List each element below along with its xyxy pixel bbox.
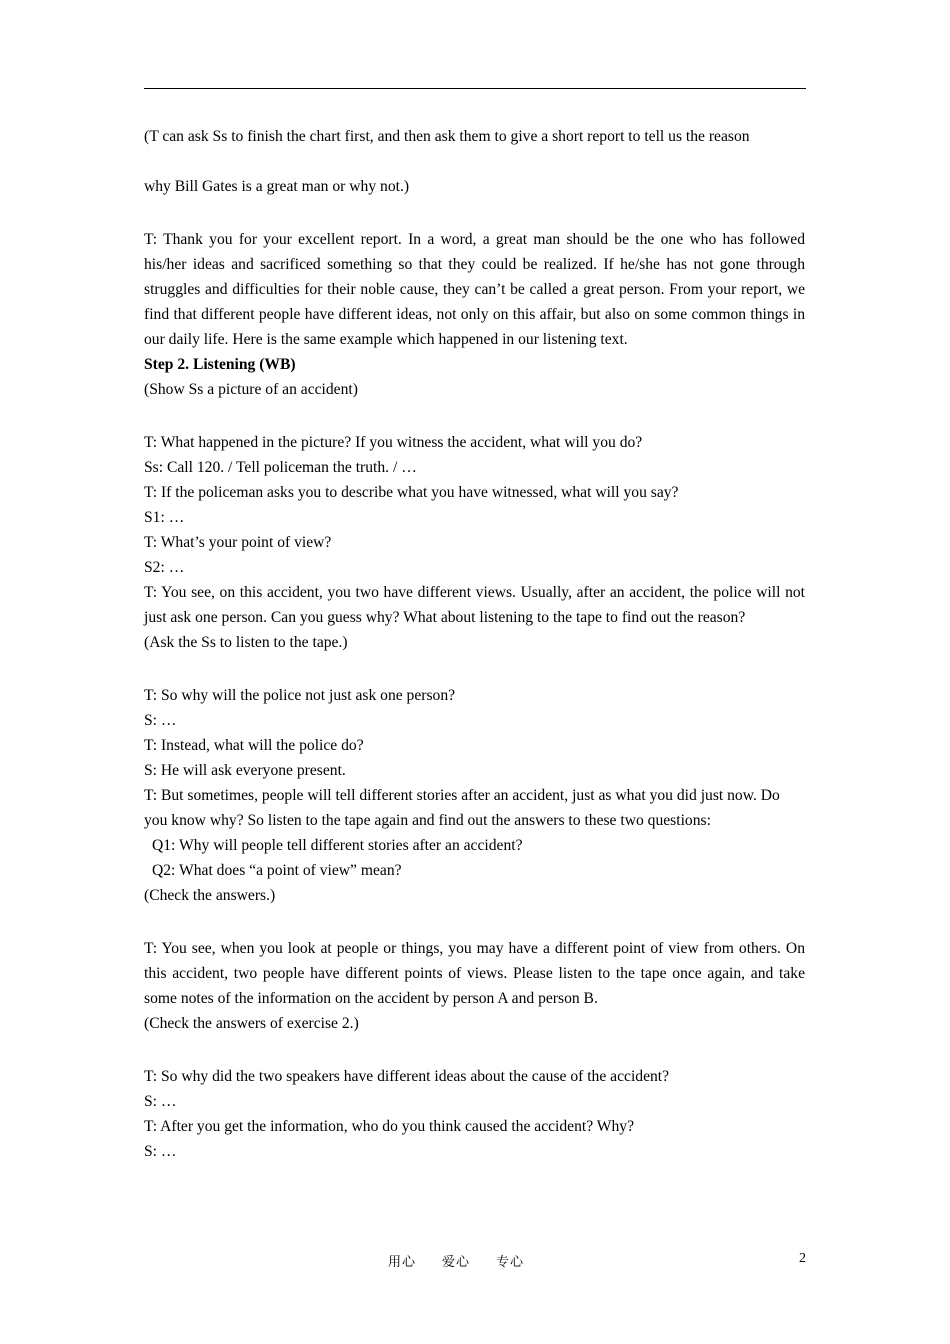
dialogue-line: S: He will ask everyone present.: [144, 762, 346, 779]
dialogue-line: T: After you get the information, who do you think caused the accident? Why?: [144, 1118, 634, 1135]
dialogue-line: T: So why will the police not just ask one person?: [144, 687, 456, 704]
step2-heading: Step 2. Listening (WB): [144, 356, 296, 373]
header-rule: [144, 88, 806, 89]
dialogue-line: T: What’s your point of view?: [144, 534, 332, 551]
check-exercise-note: (Check the answers of exercise 2.): [144, 1015, 359, 1032]
dialogue-line: T: You see, on this accident, you two have different views. Usually, after an accident, the police will not just ask one person. Can you guess why? What about listening to the tape to find out the reason?: [144, 584, 805, 626]
intro-line-1: (T can ask Ss to finish the chart first, and then ask them to give a short report to tell us the reason: [144, 128, 750, 145]
question-line: Q1: Why will people tell different stories after an accident?: [152, 837, 523, 854]
dialogue-line: T: So why did the two speakers have different ideas about the cause of the accident?: [144, 1068, 670, 1085]
dialogue-line: S: …: [144, 1093, 177, 1110]
motto-word: 爱心: [442, 1255, 471, 1270]
dialogue-line: S: …: [144, 1143, 177, 1160]
check-answers-note: (Check the answers.): [144, 887, 276, 904]
dialogue-line: S1: …: [144, 509, 185, 526]
intro-line-2: why Bill Gates is a great man or why not.): [144, 178, 410, 195]
step2-note: (Show Ss a picture of an accident): [144, 381, 358, 398]
dialogue-line: S2: …: [144, 559, 185, 576]
teacher-summary-paragraph: T: Thank you for your excellent report. In a word, a great man should be the one who has followed his/her ideas and sacrificed something so that they could be realized. If he/she has not gone through struggles and difficulties for their noble cause, they can’t be called a great person. From your report, we find that different people have different ideas, not only on this affair, but also on some common things in our daily life. Here is the same example which happened in our listening text.: [144, 231, 805, 348]
dialogue-line: (Ask the Ss to listen to the tape.): [144, 634, 348, 651]
dialogue-line: T: If the policeman asks you to describe what you have witnessed, what will you say?: [144, 484, 679, 501]
document-body: [144, 124, 805, 1164]
dialogue-line: T: Instead, what will the police do?: [144, 737, 364, 754]
motto-word: 用心: [388, 1255, 417, 1270]
dialogue-line: Ss: Call 120. / Tell policeman the truth. / …: [144, 459, 417, 476]
footer-motto: [388, 1251, 550, 1270]
dialogue-line: T: What happened in the picture? If you witness the accident, what will you do?: [144, 434, 643, 451]
question-line: Q2: What does “a point of view” mean?: [152, 862, 402, 879]
dialogue-line: S: …: [144, 712, 177, 729]
dialogue-line: T: But sometimes, people will tell different stories after an accident, just as what you did just now. Do you know why? So listen to the tape again and find out the answers to these two questions:: [144, 787, 780, 829]
page-number: 2: [799, 1251, 806, 1266]
teacher-views-paragraph: T: You see, when you look at people or things, you may have a different point of view from others. On this accident, two people have different points of views. Please listen to the tape once again, and take some notes of the information on the accident by person A and person B.: [144, 940, 805, 1007]
motto-word: 专心: [496, 1255, 525, 1270]
